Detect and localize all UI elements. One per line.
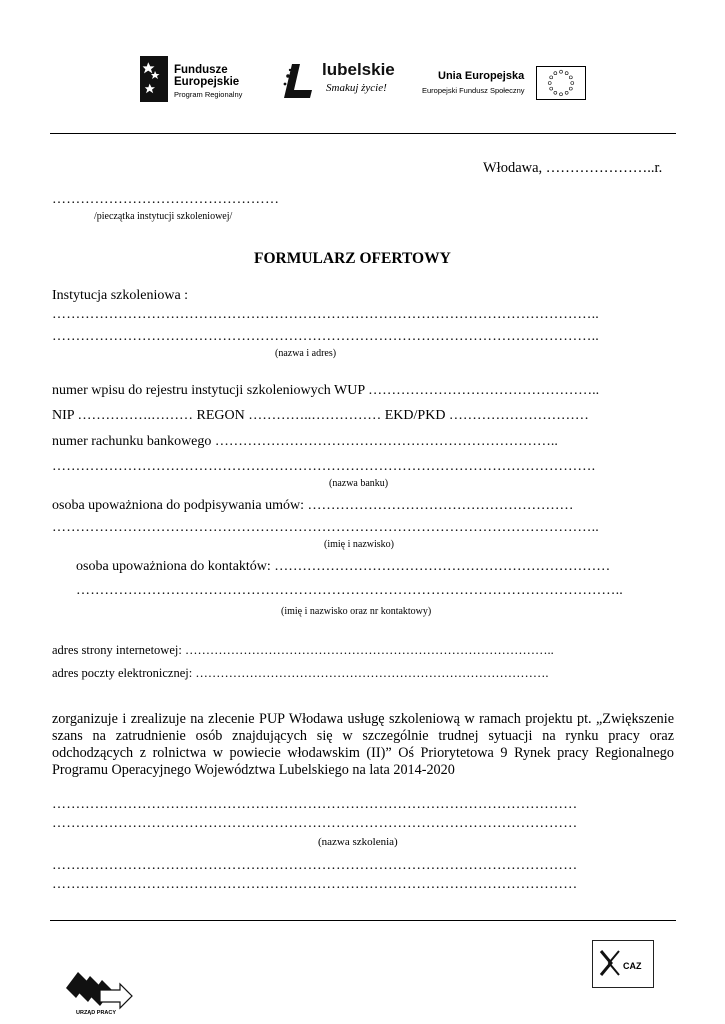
signer-line-2: …………………………………………………………………………………………………….. [52,520,599,535]
email-line: adres poczty elektronicznej: …………………………………………………………………………. [52,666,549,680]
caz-text: CAZ [623,961,642,971]
signer-line: osoba upoważniona do podpisywania umów: ………………………………………………… [52,498,574,513]
contact-hint: (imię i nazwisko oraz nr kontaktowy) [281,606,432,617]
caz-logo [592,940,654,988]
wup-registry-line: numer wpisu do rejestru instytucji szkoleniowych WUP ………………………………………….. [52,383,600,398]
ue-logo-title: Unia Europejska [438,70,525,82]
signer-hint: (imię i nazwisko) [324,539,394,550]
caz-x-icon [599,949,621,977]
bank-hint: (nazwa banku) [329,478,389,489]
bank-account-line: numer rachunku bankowego ……………………………………………………………….. [52,434,558,449]
lubelskie-logo-title: lubelskie [322,60,395,79]
ue-logo-subtitle: Europejski Fundusz Społeczny [422,86,525,95]
stamp-label: /pieczątka instytucji szkoleniowej/ [94,211,233,222]
institution-hint: (nazwa i adres) [275,348,337,359]
fe-logo-subtitle: Program Regionalny [174,90,243,99]
lubelskie-logo-slogan: Smakuj życie! [326,82,387,94]
nip-regon-line: NIP …………….……… REGON …………..…………… EKD/PKD ………………………… [52,408,589,423]
training-line-1: ………………………………………………………………………………………………… [52,797,578,812]
institution-line-2: …………………………………………………………………………………………………….. [52,329,599,344]
bank-line-2: ……………………………………………………………………………………………………. [52,459,596,474]
header-divider [50,133,676,134]
website-line: adres strony internetowej: …………………………………………………………………………….. [52,643,554,657]
stamp-dots: ………………………………………… [52,192,280,207]
footer-divider [50,920,676,921]
contact-line: osoba upoważniona do kontaktów: ……………………………………………………………… [76,559,611,574]
fundusze-europejskie-logo-icon [140,56,168,102]
institution-label: Instytucja szkoleniowa : [52,288,189,303]
eu-flag-icon [536,66,586,100]
place-date: Włodawa, …………………..r. [483,160,663,176]
contact-line-2: …………………………………………………………………………………………………….. [76,583,623,598]
fe-logo-title: Fundusze Europejskie [174,64,240,88]
training-line-2: ………………………………………………………………………………………………… [52,816,578,831]
urzad-pracy-label: URZĄD PRACY [76,1010,117,1016]
training-line-3: ………………………………………………………………………………………………… [52,858,578,873]
training-hint: (nazwa szkolenia) [318,836,398,848]
lubelskie-logo-icon [280,62,320,102]
institution-line-1: …………………………………………………………………………………………………….. [52,307,599,322]
project-paragraph: zorganizuje i zrealizuje na zlecenie PUP Włodawa usługę szkoleniową w ramach projektu pt. „Zwiększenie szans na zatrudnienie osób znajdujących się w szczególnie trudnej sytuacji na rynku pracy oraz odchodzących z rolnictwa w powiecie włodawskim (II)” Oś Priorytetowa 9 Rynek pracy Regionalnego Programu Operacyjnego Województwa Lubelskiego na lata 2014-2020 [52,711,674,778]
training-line-4: ………………………………………………………………………………………………… [52,877,578,892]
form-title: FORMULARZ OFERTOWY [254,250,451,267]
